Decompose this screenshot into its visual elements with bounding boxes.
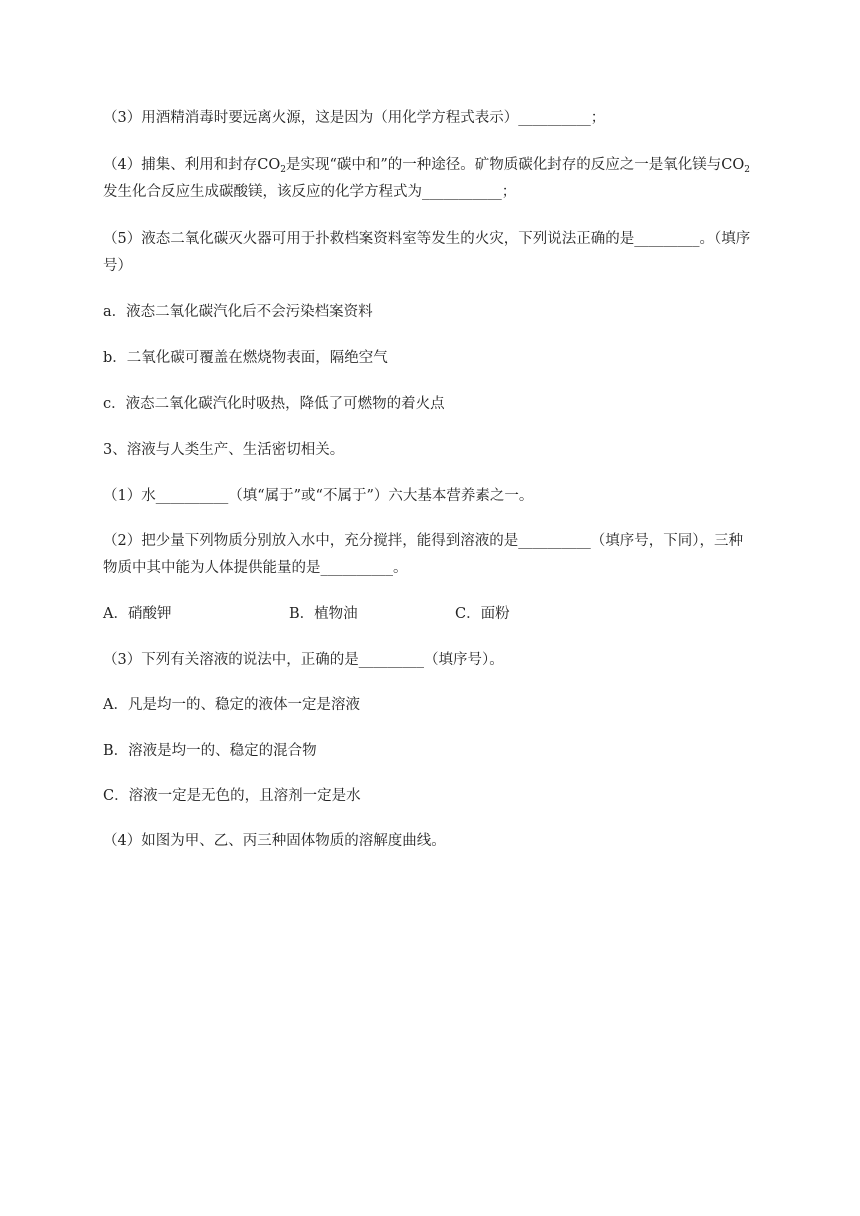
question-3-part-3: （3）下列有关溶液的说法中，正确的是_________（填序号）。 — [103, 652, 504, 668]
question-3-part-1: （1）水__________（填“属于”或“不属于”）六大基本营养素之一。 — [103, 488, 534, 504]
question-text: （3）用酒精消毒时要远离火源，这是因为（用化学方程式表示） — [103, 110, 519, 126]
punctuation: ； — [590, 110, 606, 126]
option-c: c．液态二氧化碳汽化时吸热，降低了可燃物的着火点 — [103, 396, 445, 412]
question-3-stem: 3、溶液与人类生产、生活密切相关。 — [103, 442, 345, 458]
option-a: A．硝酸钾 — [103, 606, 172, 622]
question-2-part-4-line-2: 发生化合反应生成碳酸镁，该反应的化学方程式为___________； — [103, 184, 517, 200]
option-b: b．二氧化碳可覆盖在燃烧物表面，隔绝空气 — [103, 350, 388, 366]
question-text: （4）捕集、利用和封存CO — [103, 157, 281, 173]
option-c: C．面粉 — [455, 606, 510, 622]
question-3-part-4: （4）如图为甲、乙、丙三种固体物质的溶解度曲线。 — [103, 833, 446, 849]
question-text: 是实现“碳中和”的一种途径。矿物质碳化封存的反应之一是氧化镁与CO — [285, 157, 745, 173]
option-c: C．溶液一定是无色的，且溶剂一定是水 — [103, 788, 361, 804]
question-2-part-5-line-2: 号） — [103, 258, 132, 274]
question-2-part-5-line-1: （5）液态二氧化碳灭火器可用于扑救档案资料室等发生的火灾，下列说法正确的是_________。（填序 — [103, 231, 751, 247]
option-a: a．液态二氧化碳汽化后不会污染档案资料 — [103, 304, 373, 320]
question-2-part-3 — [103, 108, 605, 128]
option-a: A．凡是均一的、稳定的液体一定是溶液 — [103, 697, 360, 713]
subscript: 2 — [744, 165, 750, 175]
question-3-part-2-line-1: （2）把少量下列物质分别放入水中，充分搅拌，能得到溶液的是__________（填序号，下同），三种 — [103, 533, 743, 549]
option-b: B．植物油 — [289, 606, 358, 622]
option-b: B．溶液是均一的、稳定的混合物 — [103, 743, 317, 759]
question-3-part-2-line-2: 物质中其中能为人体提供能量的是__________。 — [103, 560, 408, 576]
subscript: 2 — [280, 165, 286, 175]
question-2-part-4-line-1 — [103, 155, 750, 180]
answer-blank: __________ — [518, 110, 591, 126]
